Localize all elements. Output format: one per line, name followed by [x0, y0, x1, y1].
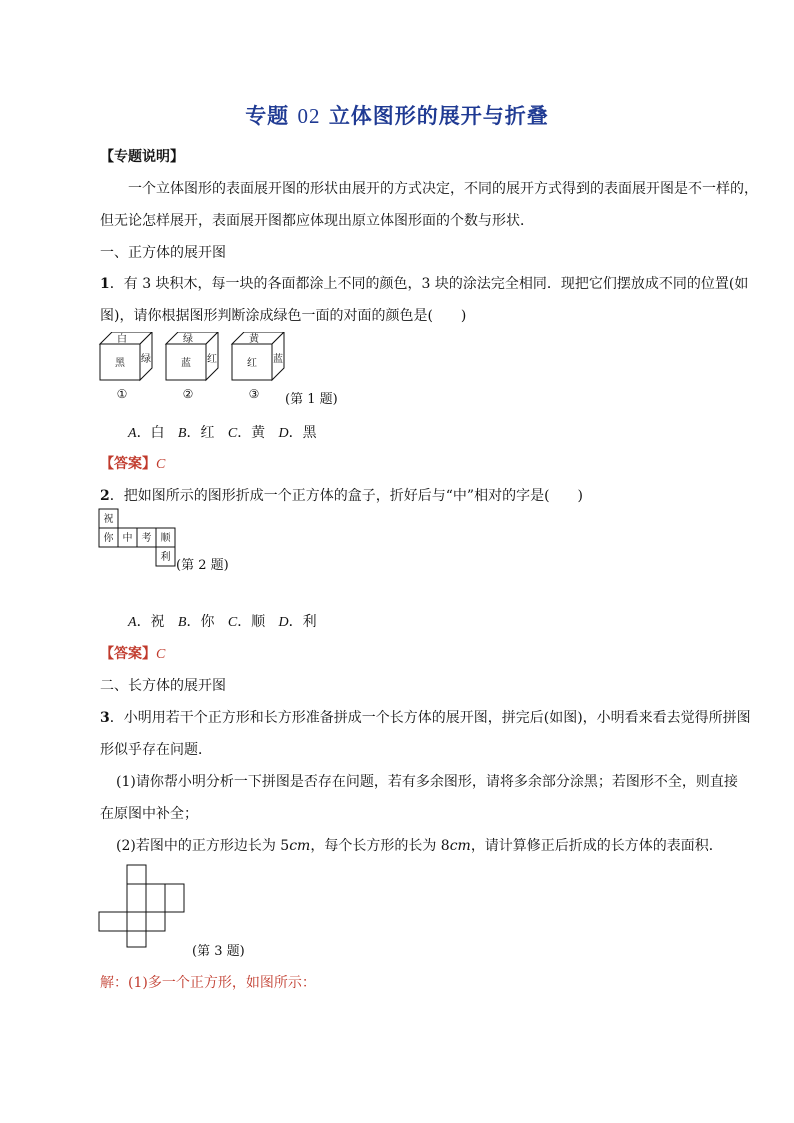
q3-line-1: 3．小明用若干个正方形和长方形准备拼成一个长方体的展开图，拼完后(如图)，小明看来看去觉得所拼图: [100, 710, 751, 726]
q2-net-figure: [98, 508, 182, 572]
q2-option-d: D．利: [278, 614, 317, 630]
q3-line-2: 形似乎存在问题．: [100, 742, 212, 758]
q1-line-1: 1．有 3 块积木，每一块的各面都涂上不同的颜色，3 块的涂法完全相同．现把它们摆放成不同的位置(如: [100, 276, 749, 292]
q1-cubes-figure: [96, 332, 296, 402]
q2-option-c: C．顺: [227, 614, 266, 630]
cube-1-front: 黑: [115, 358, 125, 369]
q3-net-figure: [98, 864, 190, 950]
q2-cell-4: 考: [141, 533, 152, 544]
cube-2-front: 蓝: [181, 358, 191, 369]
intro-line-2: 但无论怎样展开，表面展开图都应体现出原立体图形面的个数与形状．: [100, 213, 534, 229]
cube-1-right: 绿: [141, 354, 151, 365]
q2-options: [128, 611, 317, 631]
cube-2-label: ②: [182, 387, 194, 401]
cube-3-label: ③: [248, 387, 260, 401]
cube-3: [232, 332, 284, 401]
cube-2-right: 红: [207, 354, 217, 365]
section-1-heading: 一、正方体的展开图: [100, 245, 226, 261]
q1-caption: (第 1 题): [285, 392, 338, 407]
cube-3-front: 红: [247, 358, 257, 369]
q2-cell-6: 利: [160, 552, 171, 563]
q2-option-a: A．祝: [128, 614, 165, 630]
intro-line-1: 一个立体图形的表面展开图的形状由展开的方式决定，不同的展开方式得到的表面展开图是不一样的，: [128, 181, 758, 197]
q1-option-c: C．黄: [227, 425, 266, 441]
cube-3-right: 蓝: [273, 354, 283, 365]
q1-answer: 【答案】C: [100, 456, 166, 472]
cube-2-top: 绿: [183, 334, 193, 345]
section-2-heading: 二、长方体的展开图: [100, 678, 226, 694]
q3-sub1-line-1: (1)请你帮小明分析一下拼图是否存在问题，若有多余图形，请将多余部分涂黑；若图形不全，则直接: [116, 774, 738, 790]
cube-1-label: ①: [116, 387, 128, 401]
q2-cell-2: 你: [103, 533, 114, 544]
q2-caption: (第 2 题): [176, 558, 229, 573]
q3-caption: (第 3 题): [192, 944, 245, 959]
cube-2: [166, 332, 218, 401]
q1-option-d: D．黑: [278, 425, 317, 441]
intro-heading: 【专题说明】: [100, 149, 184, 165]
page-title: 专题 02 立体图形的展开与折叠: [245, 103, 549, 128]
q1-line-2: 图)，请你根据图形判断涂成绿色一面的对面的颜色是( ): [100, 308, 467, 324]
q2-cell-1: 祝: [103, 514, 114, 525]
q1-option-a: A．白: [128, 425, 165, 441]
q1-options: [128, 422, 317, 442]
q2-text: 2．把如图所示的图形折成一个正方体的盒子，折好后与“中”相对的字是( ): [100, 488, 583, 504]
cube-1-top: 白: [117, 334, 127, 345]
q2-answer: 【答案】C: [100, 646, 166, 662]
q2-option-b: B．你: [177, 614, 215, 630]
cube-3-top: 黄: [249, 334, 259, 345]
q1-option-b: B．红: [177, 425, 215, 441]
cube-1: [100, 332, 152, 401]
q3-sub2: (2)若图中的正方形边长为 5cm，每个长方形的长为 8cm，请计算修正后折成的长方体的表面积．: [116, 838, 723, 854]
q3-sub1-line-2: 在原图中补全；: [100, 806, 198, 822]
q2-cell-5: 顺: [160, 533, 171, 544]
q3-solution: 解：(1)多一个正方形，如图所示：: [100, 975, 316, 991]
q2-cell-3: 中: [122, 533, 133, 544]
